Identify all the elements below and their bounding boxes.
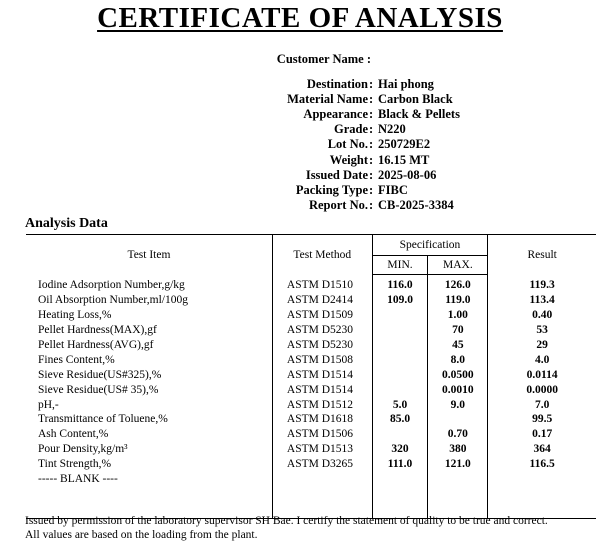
table-row (26, 367, 596, 382)
cell-max: 8.0 (428, 352, 488, 367)
cell-result: 116.5 (529, 458, 555, 471)
info-row (0, 107, 600, 122)
cell-item: Heating Loss,% (38, 309, 112, 322)
cell-empty (272, 472, 372, 486)
info-value: 2025-08-06 (378, 167, 437, 182)
table-row (26, 382, 596, 397)
cell-max: 380 (428, 442, 488, 457)
cell-method: ASTM D1509 (272, 308, 372, 323)
cell-empty (488, 472, 596, 486)
info-colon: : (369, 182, 374, 197)
info-colon: : (369, 197, 374, 212)
info-value: CB-2025-3384 (378, 197, 454, 212)
info-colon: : (369, 167, 374, 182)
info-label: Report No. (308, 197, 368, 212)
info-value: Hai phong (378, 77, 434, 91)
info-row (0, 122, 600, 137)
info-label: Lot No. (327, 137, 368, 152)
info-label: Appearance (303, 107, 368, 122)
cell-min: 111.0 (372, 457, 428, 472)
info-label: Weight (329, 152, 368, 167)
cell-item: Tint Strength,% (38, 458, 112, 471)
cell-method: ASTM D1510 (272, 275, 372, 293)
table-row (26, 338, 596, 353)
header-max: MAX. (428, 256, 488, 275)
cell-min: 116.0 (372, 275, 428, 293)
table-row (26, 323, 596, 338)
table-body (26, 275, 596, 519)
cell-item: Fines Content,% (38, 353, 115, 366)
info-colon: : (369, 92, 374, 107)
cell-result: 113.4 (529, 294, 555, 307)
info-row-customer (0, 52, 600, 67)
info-row (0, 183, 600, 198)
cell-max: 126.0 (428, 275, 488, 293)
header-result: Result (488, 235, 596, 275)
cell-min: 85.0 (372, 412, 428, 427)
cell-item: Iodine Adsorption Number,g/kg (38, 279, 185, 292)
cell-min (372, 427, 428, 442)
table-row (26, 397, 596, 412)
info-label: Customer Name : (276, 52, 371, 66)
cell-result: 364 (533, 443, 551, 456)
info-colon: : (369, 77, 374, 91)
cell-item: Pellet Hardness(MAX),gf (38, 324, 157, 337)
footer-line-1: Issued by permission of the laboratory supervisor SH Bae. I certify the statement of quality to be true and correct. (25, 515, 548, 527)
cell-min: 5.0 (372, 397, 428, 412)
cell-result: 53 (536, 324, 548, 337)
cell-method: ASTM D2414 (272, 293, 372, 308)
cell-result: 0.0114 (526, 368, 558, 381)
cell-item: Sieve Residue(US# 35),% (38, 383, 159, 396)
table-row (26, 293, 596, 308)
table-row (26, 442, 596, 457)
cell-method: ASTM D1514 (272, 367, 372, 382)
cell-min: 109.0 (372, 293, 428, 308)
cell-max: 1.00 (428, 308, 488, 323)
cell-result: 99.5 (532, 413, 553, 426)
cell-method: ASTM D1508 (272, 352, 372, 367)
cell-method: ASTM D1512 (272, 397, 372, 412)
footer-line-2: All values are based on the loading from the plant. (25, 529, 258, 541)
info-row (0, 77, 600, 92)
cell-max: 0.70 (428, 427, 488, 442)
cell-method: ASTM D1506 (272, 427, 372, 442)
table-row (26, 308, 596, 323)
cell-item: Pellet Hardness(AVG),gf (38, 339, 154, 351)
cell-min: 320 (372, 442, 428, 457)
info-row (0, 168, 600, 183)
footer-note (25, 514, 600, 542)
info-colon: : (369, 152, 374, 167)
info-label: Destination (306, 77, 368, 91)
cell-min (372, 382, 428, 397)
cell-result: 0.40 (532, 309, 553, 322)
cell-max (428, 412, 488, 427)
cell-method: ASTM D1514 (272, 382, 372, 397)
cell-max: 0.0010 (428, 382, 488, 397)
info-row (0, 198, 600, 213)
info-label: Issued Date (305, 167, 368, 182)
cell-method: ASTM D5230 (272, 323, 372, 338)
cell-item: pH,- (38, 398, 59, 411)
cell-min (372, 308, 428, 323)
cell-item: Transmittance of Toluene,% (38, 413, 168, 426)
analysis-table (26, 234, 596, 519)
cell-item: Ash Content,% (38, 428, 109, 441)
info-value: FIBC (378, 182, 408, 197)
info-value: 250729E2 (378, 137, 431, 152)
table-row (26, 275, 596, 293)
info-label: Packing Type (295, 182, 368, 197)
info-value: Black & Pellets (378, 107, 460, 122)
cell-max: 119.0 (428, 293, 488, 308)
header-min: MIN. (372, 256, 428, 275)
cell-empty (372, 472, 428, 486)
cell-min (372, 367, 428, 382)
cell-item: Oil Absorption Number,ml/100g (38, 294, 188, 307)
cell-min (372, 338, 428, 353)
cell-method: ASTM D1618 (272, 412, 372, 427)
info-row (0, 92, 600, 107)
cell-method: ASTM D5230 (272, 338, 372, 353)
cell-min (372, 323, 428, 338)
cell-max: 121.0 (428, 457, 488, 472)
info-row (0, 137, 600, 152)
blank-label: ----- BLANK ---- (38, 472, 118, 485)
info-label: Material Name (287, 92, 368, 107)
document-title: CERTIFICATE OF ANALYSIS (97, 2, 503, 34)
info-value: 16.15 MT (378, 152, 430, 167)
cell-result: 0.17 (532, 428, 553, 441)
table-row (26, 427, 596, 442)
header-test-method: Test Method (272, 235, 372, 275)
cell-empty (428, 472, 488, 486)
info-colon: : (369, 137, 374, 152)
cell-item: Sieve Residue(US#325),% (38, 368, 162, 381)
table-row (26, 352, 596, 367)
info-colon: : (369, 107, 374, 122)
cell-max: 45 (428, 338, 488, 353)
cell-method: ASTM D1513 (272, 442, 372, 457)
cell-method: ASTM D3265 (272, 457, 372, 472)
cell-item: Pour Density,kg/m³ (38, 443, 128, 456)
blank-row (26, 472, 596, 486)
cell-result: 0.0000 (526, 383, 558, 396)
header-test-item: Test Item (26, 235, 272, 275)
cell-max: 70 (428, 323, 488, 338)
info-label: Grade (333, 122, 368, 137)
cell-result: 4.0 (534, 353, 550, 366)
cell-max: 9.0 (428, 397, 488, 412)
cell-min (372, 352, 428, 367)
table-row (26, 457, 596, 472)
cell-result: 119.3 (529, 279, 555, 292)
section-title: Analysis Data (25, 216, 108, 231)
cell-result: 29 (536, 339, 548, 351)
header-specification: Specification (372, 235, 488, 256)
table-row (26, 412, 596, 427)
info-colon: : (369, 122, 374, 137)
cell-result: 7.0 (534, 398, 550, 411)
info-value: Carbon Black (378, 92, 453, 107)
info-value: N220 (378, 122, 406, 137)
info-row (0, 153, 600, 168)
cell-max: 0.0500 (428, 367, 488, 382)
